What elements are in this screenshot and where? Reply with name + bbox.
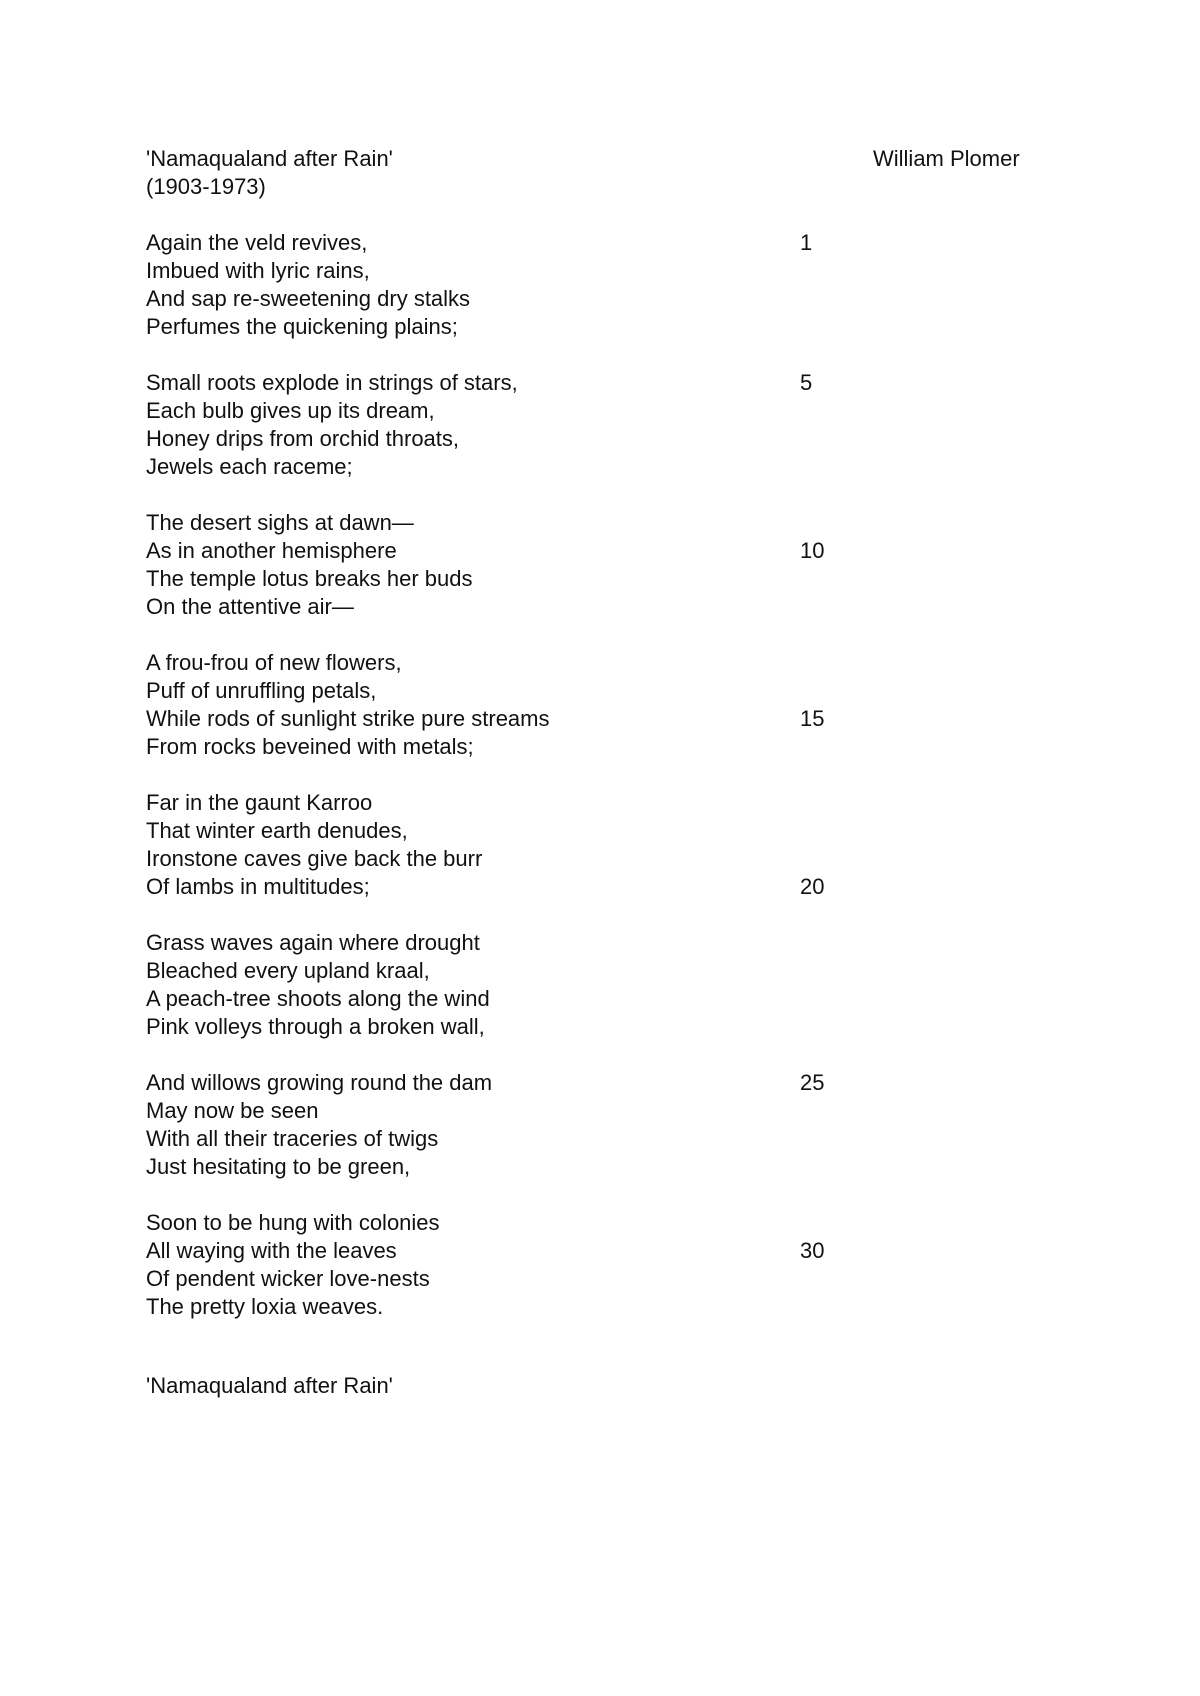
poem-line: Far in the gaunt Karroo [146, 790, 373, 815]
poem-line: Grass waves again where drought [146, 930, 480, 955]
line-number: 10 [800, 538, 825, 563]
poem-line: Perfumes the quickening plains; [146, 314, 458, 339]
line-number: 5 [800, 370, 813, 395]
poem-line: Of pendent wicker love-nests [146, 1266, 430, 1291]
poem-title: 'Namaqualand after Rain' [146, 146, 393, 171]
line-number: 20 [800, 874, 825, 899]
poem-line: The desert sighs at dawn— [146, 510, 414, 535]
poem-line: Again the veld revives, [146, 230, 368, 255]
poem-line: A peach-tree shoots along the wind [146, 986, 490, 1011]
poem-line: Small roots explode in strings of stars, [146, 370, 518, 395]
poem-line: While rods of sunlight strike pure streams [146, 706, 550, 731]
poem-line: On the attentive air— [146, 594, 354, 619]
poem-line: All waying with the leaves [146, 1238, 397, 1263]
poem-line: Honey drips from orchid throats, [146, 426, 460, 451]
line-number: 25 [800, 1070, 825, 1095]
poem-line: With all their traceries of twigs [146, 1126, 439, 1151]
poem-line: May now be seen [146, 1098, 319, 1123]
poem-line: Bleached every upland kraal, [146, 958, 430, 983]
poem-line: And willows growing round the dam [146, 1070, 493, 1095]
poem-line: Soon to be hung with colonies [146, 1210, 440, 1235]
poem-line: A frou-frou of new flowers, [146, 650, 402, 675]
poem-line: Puff of unruffling petals, [146, 678, 377, 703]
line-number: 15 [800, 706, 825, 731]
poet-dates: (1903-1973) [146, 174, 266, 199]
poem-line: Just hesitating to be green, [146, 1154, 411, 1179]
poem-line: As in another hemisphere [146, 538, 397, 563]
poet-name: William Plomer [873, 146, 1020, 171]
poem-line: From rocks beveined with metals; [146, 734, 474, 759]
poem-line: Ironstone caves give back the burr [146, 846, 483, 871]
footer-title: 'Namaqualand after Rain' [146, 1373, 393, 1398]
poem-line: Jewels each raceme; [146, 454, 353, 479]
poem-line: And sap re-sweetening dry stalks [146, 286, 471, 311]
poem-line: Each bulb gives up its dream, [146, 398, 435, 423]
poem-line: That winter earth denudes, [146, 818, 408, 843]
line-number: 30 [800, 1238, 825, 1263]
poem-line: Pink volleys through a broken wall, [146, 1014, 485, 1039]
poem-line: The pretty loxia weaves. [146, 1294, 384, 1319]
line-number: 1 [800, 230, 813, 255]
poem-line: The temple lotus breaks her buds [146, 566, 473, 591]
poem-line: Imbued with lyric rains, [146, 258, 370, 283]
poem-line: Of lambs in multitudes; [146, 874, 370, 899]
